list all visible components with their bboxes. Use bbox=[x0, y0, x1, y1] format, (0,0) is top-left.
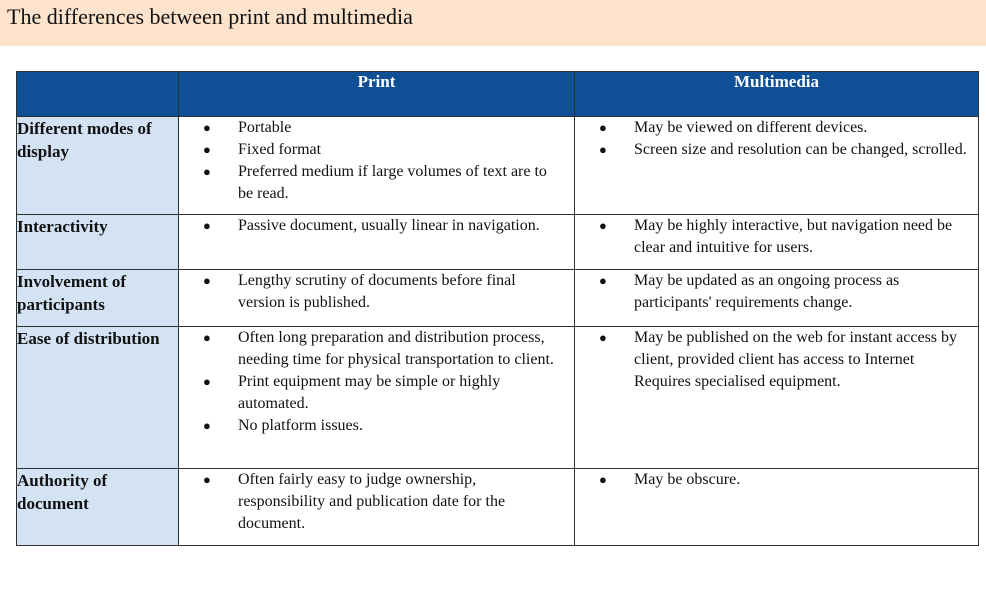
header-corner-cell bbox=[17, 72, 179, 117]
table-row bbox=[17, 469, 979, 546]
bullet-icon: ● bbox=[203, 120, 211, 135]
list-item-text: Fixed format bbox=[238, 141, 322, 158]
bullet-icon: ● bbox=[599, 472, 607, 487]
list-item bbox=[575, 469, 978, 491]
list-item-text: Passive document, usually linear in navigation. bbox=[238, 217, 540, 234]
list-item-text: May be published on the web for instant access by client, provided client has access to Internet Requires specialised equipment. bbox=[634, 329, 958, 390]
list-item bbox=[179, 469, 574, 535]
multimedia-cell bbox=[575, 270, 979, 327]
bullet-icon: ● bbox=[203, 330, 211, 345]
table-header-row bbox=[17, 72, 979, 117]
list-item bbox=[179, 270, 574, 314]
row-label: Different modes of display bbox=[17, 117, 179, 215]
multimedia-cell bbox=[575, 327, 979, 469]
print-cell bbox=[179, 270, 575, 327]
bullet-icon: ● bbox=[599, 142, 607, 157]
bullet-icon: ● bbox=[599, 330, 607, 345]
row-label: Interactivity bbox=[17, 215, 179, 270]
bullet-icon: ● bbox=[203, 374, 211, 389]
list-item-text: May be viewed on different devices. bbox=[634, 119, 868, 136]
list-item bbox=[575, 117, 978, 139]
row-label: Ease of distribution bbox=[17, 327, 179, 469]
list-item bbox=[575, 327, 978, 393]
bullet-icon: ● bbox=[599, 273, 607, 288]
multimedia-cell bbox=[575, 469, 979, 546]
list-item-text: May be updated as an ongoing process as participants' requirements change. bbox=[634, 272, 900, 311]
header-print: Print bbox=[179, 72, 575, 117]
list-item bbox=[575, 215, 978, 259]
list-item-text: Often long preparation and distribution process, needing time for physical transportation to client. bbox=[238, 329, 554, 368]
list-item-text: Portable bbox=[238, 119, 292, 136]
bullet-icon: ● bbox=[203, 142, 211, 157]
print-cell bbox=[179, 327, 575, 469]
list-item bbox=[575, 270, 978, 314]
list-item bbox=[179, 161, 574, 205]
multimedia-cell bbox=[575, 117, 979, 215]
list-item-text: May be obscure. bbox=[634, 471, 741, 488]
list-item bbox=[179, 327, 574, 371]
list-item bbox=[179, 415, 574, 437]
header-multimedia: Multimedia bbox=[575, 72, 979, 117]
list-item bbox=[179, 139, 574, 161]
bullet-icon: ● bbox=[203, 164, 211, 179]
bullet-icon: ● bbox=[203, 418, 211, 433]
title-banner bbox=[0, 0, 986, 46]
bullet-icon: ● bbox=[203, 472, 211, 487]
table-row bbox=[17, 215, 979, 270]
row-label: Involvement of participants bbox=[17, 270, 179, 327]
list-item bbox=[179, 371, 574, 415]
list-item-text: May be highly interactive, but navigation need be clear and intuitive for users. bbox=[634, 217, 953, 256]
table-row bbox=[17, 327, 979, 469]
list-item-text: Print equipment may be simple or highly automated. bbox=[238, 373, 501, 412]
print-cell bbox=[179, 469, 575, 546]
list-item-text: Screen size and resolution can be changed, scrolled. bbox=[634, 141, 967, 158]
list-item-text: Preferred medium if large volumes of text are to be read. bbox=[238, 163, 547, 202]
multimedia-cell bbox=[575, 215, 979, 270]
bullet-icon: ● bbox=[203, 273, 211, 288]
list-item bbox=[179, 117, 574, 139]
print-cell bbox=[179, 117, 575, 215]
list-item bbox=[179, 215, 574, 237]
list-item-text: Lengthy scrutiny of documents before final version is published. bbox=[238, 272, 516, 311]
list-item bbox=[575, 139, 978, 161]
table-row bbox=[17, 117, 979, 215]
print-cell bbox=[179, 215, 575, 270]
row-label: Authority of document bbox=[17, 469, 179, 546]
comparison-table bbox=[16, 71, 979, 546]
list-item-text: Often fairly easy to judge ownership, responsibility and publication date for the document. bbox=[238, 471, 506, 532]
list-item-text: No platform issues. bbox=[238, 417, 363, 434]
page-title: The differences between print and multimedia bbox=[7, 4, 413, 29]
bullet-icon: ● bbox=[203, 218, 211, 233]
bullet-icon: ● bbox=[599, 218, 607, 233]
bullet-icon: ● bbox=[599, 120, 607, 135]
table-row bbox=[17, 270, 979, 327]
